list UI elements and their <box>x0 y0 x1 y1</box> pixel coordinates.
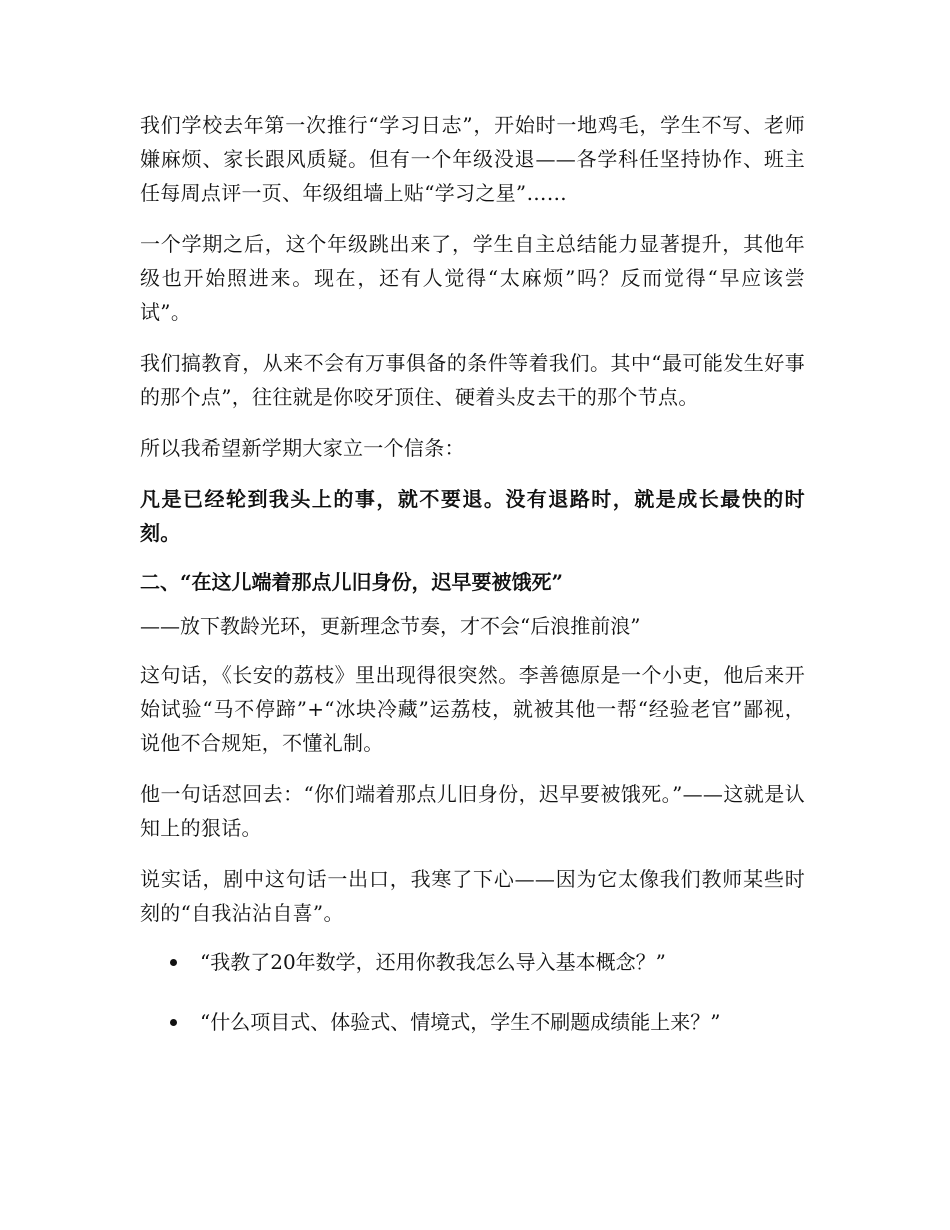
list-item <box>140 947 805 977</box>
document-page <box>140 108 805 1067</box>
paragraph-lychee-story: 这句话，《长安的荔枝》里出现得很突然。李善德原是一个小吏，他后来开始试验“马不停蹄”+“冰块冷藏”运荔枝，就被其他一帮“经验老官”鄙视，说他不合规矩，不懂礼制。 <box>140 663 805 755</box>
list-item <box>140 1007 805 1037</box>
bullet-text: “什么项目式、体验式、情境式，学生不刷题成绩能上来？” <box>200 1010 721 1034</box>
paragraph-creed-bold: 凡是已经轮到我头上的事，就不要退。没有退路时，就是成长最快的时刻。 <box>140 487 805 545</box>
bullet-list <box>140 947 805 1037</box>
paragraph-one-semester-later: 一个学期之后，这个年级跳出来了，学生自主总结能力显著提升，其他年级也开始照进来。现在，还有人觉得“太麻烦”吗？反而觉得“早应该尝试”。 <box>140 232 805 324</box>
bullet-text: “我教了20年数学，还用你教我怎么导入基本概念？” <box>200 950 666 974</box>
paragraph-creed-intro: 所以我希望新学期大家立一个信条： <box>140 436 465 460</box>
paragraph-reflection: 说实话，剧中这句话一出口，我寒了下心——因为它太像我们教师某些时刻的“自我沾沾自喜”。 <box>140 867 805 925</box>
bullet-dot-icon <box>170 1019 177 1026</box>
paragraph-retort: 他一句话怼回去：“你们端着那点儿旧身份，迟早要被饿死。”——这就是认知上的狠话。 <box>140 782 805 840</box>
section-2-subtitle: ——放下教龄光环，更新理念节奏，才不会“后浪推前浪” <box>140 614 641 638</box>
bullet-dot-icon <box>170 959 177 966</box>
section-2-heading: 二、“在这儿端着那点儿旧身份，迟早要被饿死” <box>140 570 564 594</box>
paragraph-education-conditions: 我们搞教育，从来不会有万事俱备的条件等着我们。其中“最可能发生好事的那个点”，往往就是你咬牙顶住、硬着头皮去干的那个节点。 <box>140 351 805 409</box>
paragraph-learning-log: 我们学校去年第一次推行“学习日志”，开始时一地鸡毛，学生不写、老师嫌麻烦、家长跟风质疑。但有一个年级没退——各学科任坚持协作、班主任每周点评一页、年级组墙上贴“学习之星”…… <box>140 113 805 205</box>
